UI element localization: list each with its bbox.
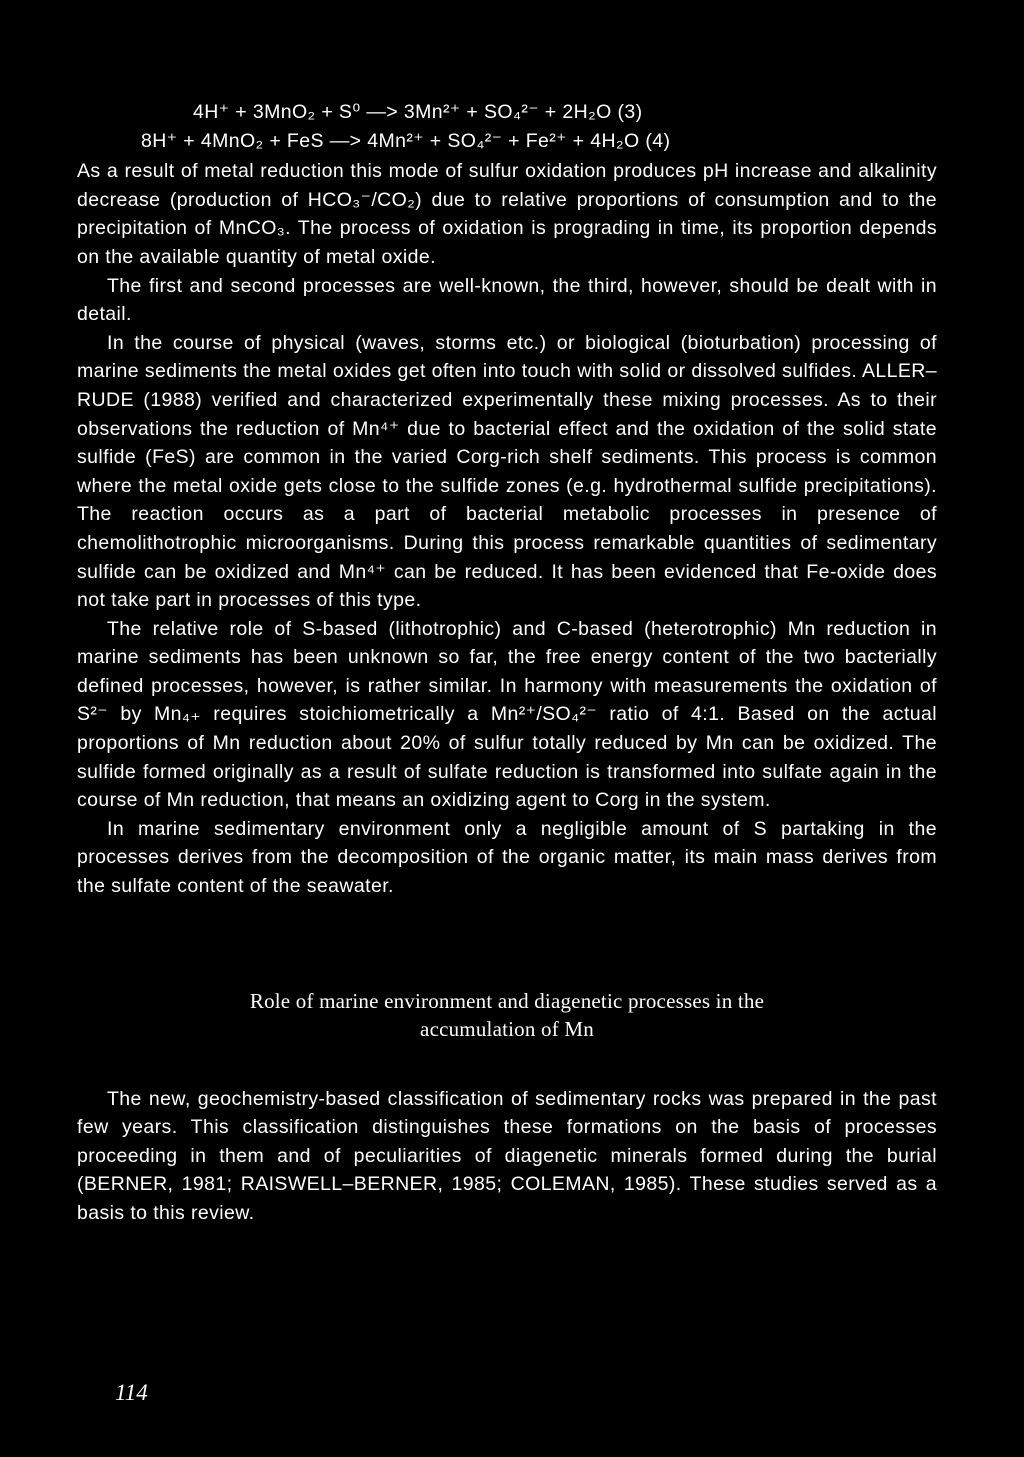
equation-3: 4H⁺ + 3MnO₂ + S⁰ —> 3Mn²⁺ + SO₄²⁻ + 2H₂O (3) bbox=[193, 101, 643, 123]
paragraph-classification: The new, geochemistry-based classification of sedimentary rocks was prepared in the past few years. This classification distinguishes these formations on the basis of processes proceeding in them and of peculiarities of diagenetic minerals formed during the burial (BERNER, 1981; RAISWELL–BERNER, 1985; COLEMAN, 1985). These studies served as a basis to this review. bbox=[77, 1087, 937, 1224]
section-heading-line-2: accumulation of Mn bbox=[420, 1016, 594, 1041]
section-heading bbox=[77, 987, 937, 1043]
document-page bbox=[77, 98, 937, 1228]
paragraph-sulfur-oxidation: As a result of metal reduction this mode of sulfur oxidation produces pH increase and alkalinity decrease (production of HCO₃⁻/CO₂) due to relative proportions of consumption and to the precipitation of MnCO₃. The process of oxidation is prograding in time, its proportion depends on the available quantity of metal oxide. bbox=[77, 160, 937, 268]
paragraph-relative-role: The relative role of S-based (lithotrophic) and C-based (heterotrophic) Mn reduction in marine sediments has been unknown so far, the free energy content of the two bacterially defined processes, however, is rather similar. In harmony with measurements the oxidation of S²⁻ by Mn₄₊ requires stoichiometrically a Mn²⁺/SO₄²⁻ ratio of 4:1. Based on the actual proportions of Mn reduction about 20% of sulfur totally reduced by Mn can be oxidized. The sulfide formed originally as a result of sulfate reduction is transformed into sulfate again in the course of Mn reduction, that means an oxidizing agent to Corg in the system. bbox=[77, 617, 937, 812]
section-heading-line-1: Role of marine environment and diagenetic processes in the bbox=[249, 988, 765, 1013]
paragraph-physical-processing: In the course of physical (waves, storms etc.) or biological (bioturbation) processing of marine sediments the metal oxides get often into touch with solid or dissolved sulfides. ALLER–RUDE (1988) verified and characterized experimentally these mixing processes. As to their observations the reduction of Mn⁴⁺ due to bacterial effect and the oxidation of the solid state sulfide (FeS) are common in the varied Corg-rich shelf sediments. This process is common where the metal oxide gets close to the sulfide zones (e.g. hydrothermal sulfide precipitations). The reaction occurs as a part of bacterial metabolic processes in presence of chemolithotrophic microorganisms. During this process remarkable quantities of sedimentary sulfide can be oxidized and Mn⁴⁺ can be reduced. It has been evidenced that Fe-oxide does not take part in processes of this type. bbox=[77, 331, 937, 612]
equation-4: 8H⁺ + 4MnO₂ + FeS —> 4Mn²⁺ + SO₄²⁻ + Fe²⁺ + 4H₂O (4) bbox=[141, 129, 671, 152]
paragraph-marine-environment: In marine sedimentary environment only a negligible amount of S partaking in the processes derives from the decomposition of the organic matter, its main mass derives from the sulfate content of the seawater. bbox=[77, 817, 937, 898]
page-number: 114 bbox=[115, 1380, 148, 1405]
paragraph-processes: The first and second processes are well-known, the third, however, should be dealt with in detail. bbox=[77, 274, 937, 326]
